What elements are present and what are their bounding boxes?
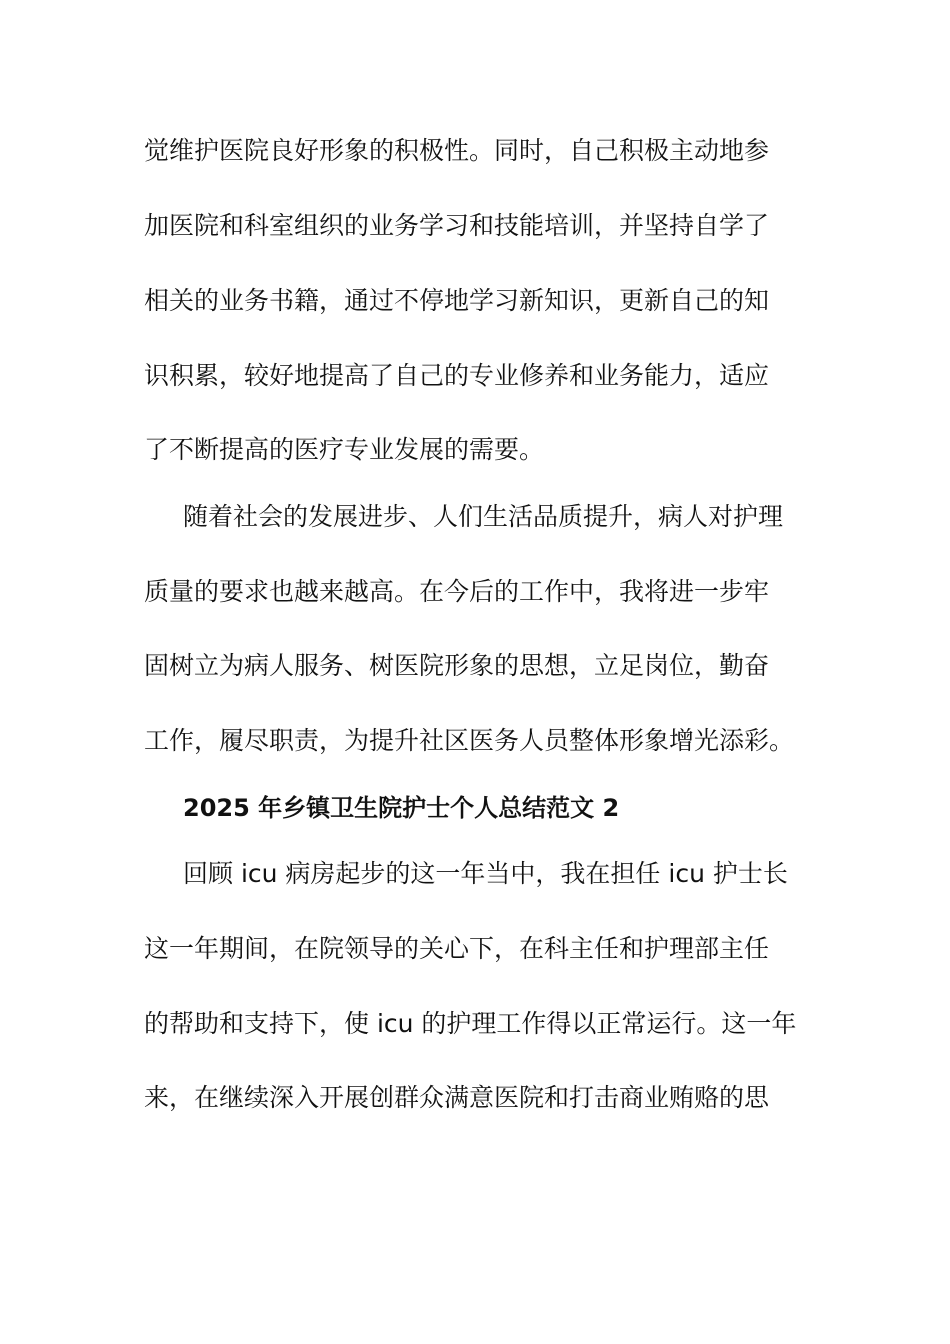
section-heading: 2025 年乡镇卫生院护士个人总结范文 2	[183, 794, 620, 822]
paragraph-line: 的帮助和支持下，使 icu 的护理工作得以正常运行。这一年	[144, 1009, 797, 1038]
paragraph-line: 加医院和科室组织的业务学习和技能培训，并坚持自学了	[144, 211, 770, 240]
paragraph-line: 了不断提高的医疗专业发展的需要。	[144, 435, 545, 464]
paragraph-line: 随着社会的发展进步、人们生活品质提升，病人对护理	[183, 502, 784, 531]
paragraph-line: 固树立为病人服务、树医院形象的思想，立足岗位，勤奋	[144, 651, 770, 680]
paragraph-line: 这一年期间，在院领导的关心下，在科主任和护理部主任	[144, 934, 770, 963]
paragraph-line: 工作，履尽职责，为提升社区医务人员整体形象增光添彩。	[144, 726, 795, 755]
paragraph-line: 回顾 icu 病房起步的这一年当中，我在担任 icu 护士长	[183, 859, 788, 888]
paragraph-line: 识积累，较好地提高了自己的专业修养和业务能力，适应	[144, 361, 770, 390]
paragraph-line: 质量的要求也越来越高。在今后的工作中，我将进一步牢	[144, 577, 770, 606]
paragraph-line: 觉维护医院良好形象的积极性。同时，自己积极主动地参	[144, 136, 770, 165]
paragraph-line: 相关的业务书籍，通过不停地学习新知识，更新自己的知	[144, 286, 770, 315]
paragraph-line: 来，在继续深入开展创群众满意医院和打击商业贿赂的思	[144, 1083, 770, 1112]
